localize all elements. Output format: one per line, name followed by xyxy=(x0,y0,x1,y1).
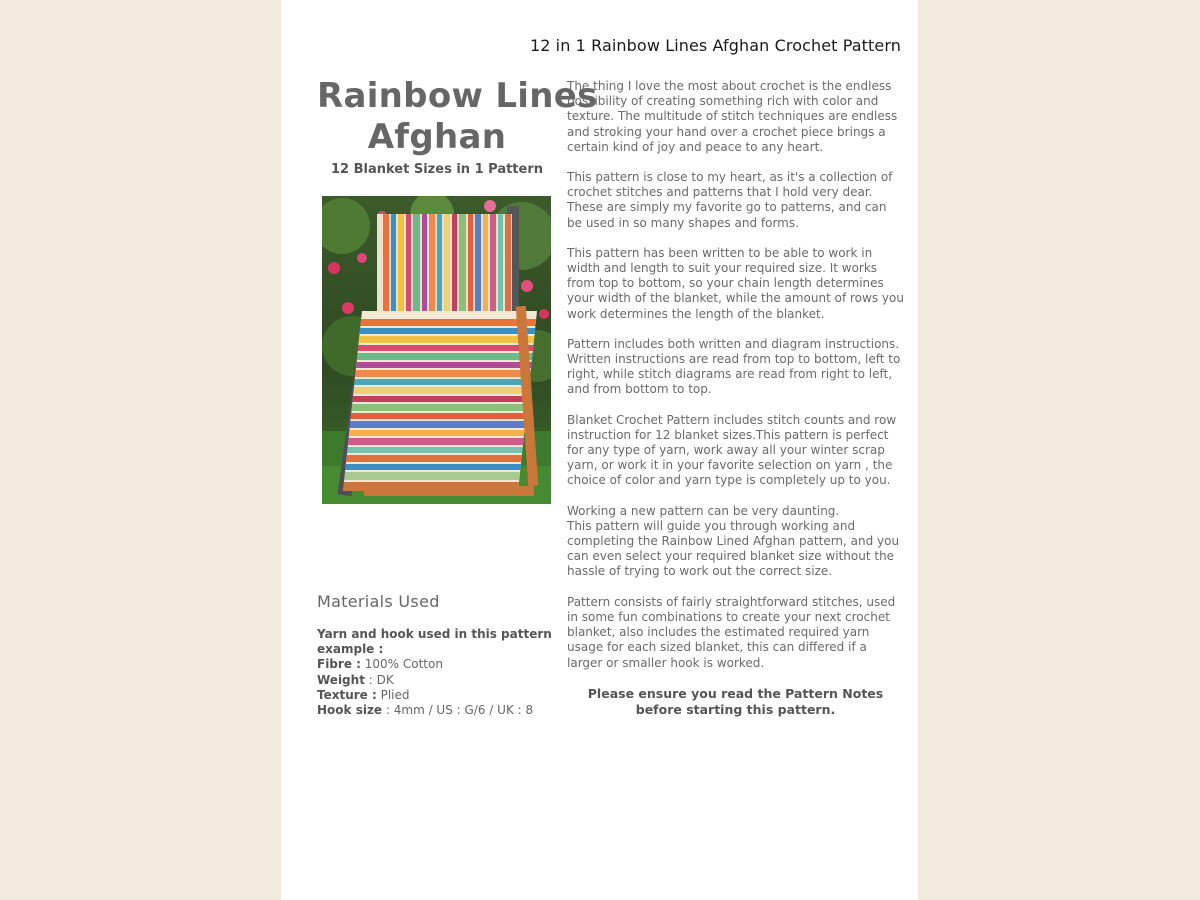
materials-heading: Materials Used xyxy=(317,592,440,611)
materials-list xyxy=(317,627,557,718)
materials-item-weight: Weight : DK xyxy=(317,672,394,687)
description-paragraph: Working a new pattern can be very daunting. This pattern will guide you through working and completing the Rainbow Lined Afghan pattern, and you can even select your required blanket size without the hassle of trying to work out the correct size. xyxy=(567,503,900,579)
blanket-photo-illustration xyxy=(322,196,551,504)
description-column xyxy=(567,79,904,734)
pattern-title-line1: Rainbow Lines xyxy=(317,76,598,116)
description-paragraph: This pattern has been written to be able to work in width and length to suit your required size. It works from top to bottom, so your chain length determines your width of the blanket, while the amount of rows you work determines the length of the blanket. xyxy=(567,245,904,321)
description-paragraph: This pattern is close to my heart, as it's a collection of crochet stitches and patterns that I hold very dear. These are simply my favorite go to patterns, and can be used in so many shapes and forms. xyxy=(567,170,893,230)
description-paragraph: Pattern includes both written and diagram instructions. Written instructions are read from top to bottom, left to right, while stitch diagrams are read from right to left, and from bottom to top. xyxy=(567,336,901,397)
materials-item-hook-size: Hook size : 4mm / US : G/6 / UK : 8 xyxy=(317,703,534,718)
description-paragraph: Blanket Crochet Pattern includes stitch counts and row instruction for 12 blanket sizes.This pattern is perfect for any type of yarn, work away all your winter scrap yarn, or work it in your favorite selection on yarn , the choice of color and yarn type is completely up to you. xyxy=(567,412,897,488)
hero-block xyxy=(317,76,598,177)
blanket-photo xyxy=(322,196,551,504)
materials-item-fibre: Fibre : 100% Cotton xyxy=(317,657,443,672)
pattern-title xyxy=(317,76,598,158)
pattern-subtitle: 12 Blanket Sizes in 1 Pattern xyxy=(331,162,543,177)
pattern-notes-reminder: Please ensure you read the Pattern Notes before starting this pattern. xyxy=(587,685,884,718)
page-header-title: 12 in 1 Rainbow Lines Afghan Crochet Pattern xyxy=(529,36,901,55)
materials-item-texture: Texture : Plied xyxy=(317,687,410,702)
description-paragraph: The thing I love the most about crochet is the endless possibility of creating something rich with color and texture. The multitude of stitch techniques are endless and stroking your hand over a crochet piece brings a certain kind of joy and peace to any heart. xyxy=(567,79,898,154)
document-page xyxy=(281,0,918,900)
pattern-title-line2: Afghan xyxy=(367,117,507,157)
materials-intro: Yarn and hook used in this pattern example : xyxy=(317,627,552,657)
description-paragraph: Pattern consists of fairly straightforward stitches, used in some fun combinations to create your next crochet blanket, also includes the estimated required yarn usage for each sized blanket, this can differed if a larger or smaller hook is worked. xyxy=(567,594,896,670)
